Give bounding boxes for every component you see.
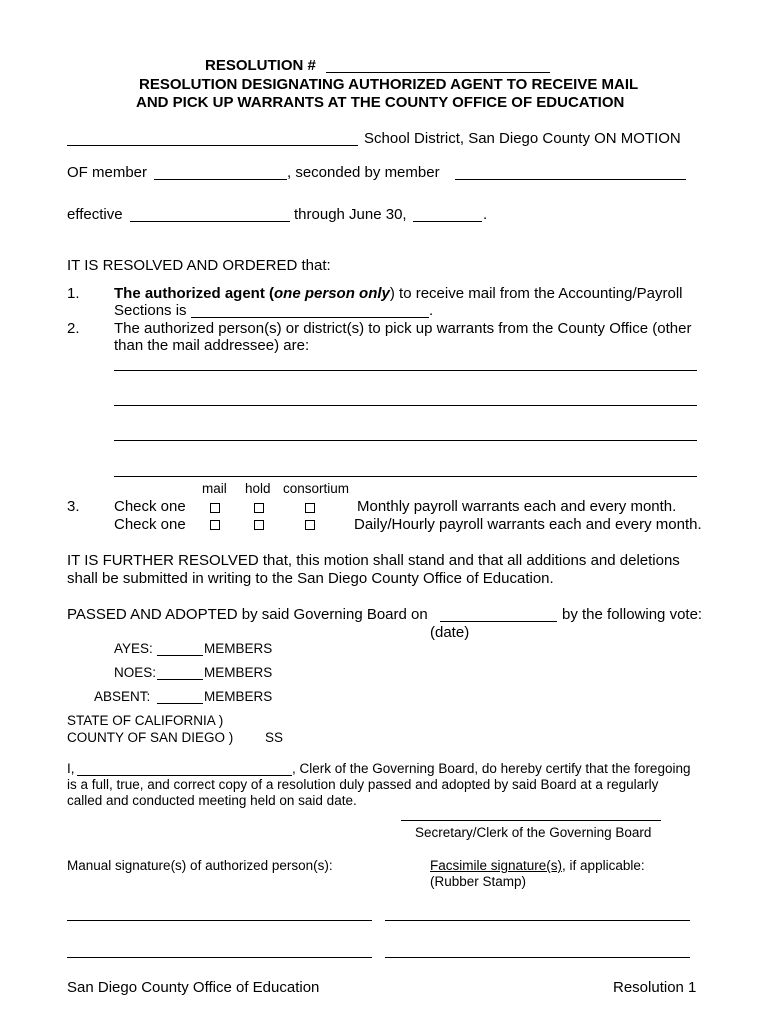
monthly-description: Monthly payroll warrants each and every month. (357, 498, 677, 515)
item-1-period: . (429, 302, 434, 319)
manual-signature-field-1[interactable] (67, 920, 372, 921)
item-1-number: 1. (67, 285, 80, 302)
clerk-label: Secretary/Clerk of the Governing Board (415, 825, 652, 840)
passed-text: PASSED AND ADOPTED by said Governing Board on (67, 606, 428, 623)
ss-label: SS (265, 730, 284, 745)
absent-members: MEMBERS (204, 689, 273, 704)
daily-description: Daily/Hourly payroll warrants each and every month. (354, 516, 702, 533)
certify-i-label: I, (67, 761, 75, 776)
mail-checkbox-daily[interactable] (210, 520, 220, 530)
certify-line-3: called and conducted meeting held on said date. (67, 793, 357, 808)
col-hold: hold (245, 481, 271, 496)
absent-label: ABSENT: (94, 689, 151, 704)
date-caption: (date) (430, 624, 470, 641)
certify-line-2: is a full, true, and correct copy of a resolution duly passed and adopted by said Board at a regularly (67, 777, 659, 792)
title-line-1: RESOLUTION DESIGNATING AUTHORIZED AGENT TO RECEIVE MAIL (139, 76, 639, 93)
further-line-2: shall be submitted in writing to the San Diego County Office of Education. (67, 570, 554, 587)
consortium-checkbox-monthly[interactable] (305, 503, 315, 513)
clerk-signature-field[interactable] (401, 820, 661, 821)
facsimile-suffix: , if applicable: (562, 858, 645, 873)
ayes-field[interactable] (157, 655, 203, 656)
year-field[interactable] (413, 221, 482, 222)
through-label: through June 30, (294, 206, 407, 223)
check-one-label-1: Check one (114, 498, 186, 515)
state-line: STATE OF CALIFORNIA ) (67, 713, 224, 728)
effective-date-field[interactable] (130, 221, 290, 222)
absent-field[interactable] (157, 703, 203, 704)
item-1-line-1 (114, 285, 683, 302)
facsimile-signature-text: Facsimile signature(s) (430, 858, 563, 873)
of-member-field[interactable] (154, 179, 287, 180)
manual-signature-field-2[interactable] (67, 957, 372, 958)
of-member-label: OF member (67, 164, 148, 181)
effective-label: effective (67, 206, 123, 223)
rubber-stamp-label: (Rubber Stamp) (430, 874, 527, 889)
seconded-label: , seconded by member (287, 164, 440, 181)
seconded-member-field[interactable] (455, 179, 686, 180)
ayes-members: MEMBERS (204, 641, 273, 656)
item-3-number: 3. (67, 498, 80, 515)
authorized-person-field-3[interactable] (114, 440, 697, 441)
certify-line-1: , Clerk of the Governing Board, do hereby certify that the foregoing (292, 761, 691, 776)
resolution-number-label: RESOLUTION # (205, 57, 316, 74)
county-line: COUNTY OF SAN DIEGO ) (67, 730, 234, 745)
title-line-2: AND PICK UP WARRANTS AT THE COUNTY OFFICE OF EDUCATION (136, 94, 625, 111)
adopted-date-field[interactable] (440, 621, 557, 622)
item-1-pre: The authorized agent ( (114, 285, 275, 302)
mail-checkbox-monthly[interactable] (210, 503, 220, 513)
hold-checkbox-daily[interactable] (254, 520, 264, 530)
authorized-person-field-2[interactable] (114, 405, 697, 406)
consortium-checkbox-daily[interactable] (305, 520, 315, 530)
item-2-line-1: The authorized person(s) or district(s) to pick up warrants from the County Office (other (114, 320, 692, 337)
footer-page: Resolution 1 (613, 979, 697, 996)
item-1-line-2: Sections is (114, 302, 187, 319)
item-1-post: ) to receive mail from the Accounting/Payroll (389, 285, 683, 302)
noes-field[interactable] (157, 679, 203, 680)
agent-name-field[interactable] (191, 317, 429, 318)
item-1-emphasis: one person only (274, 285, 390, 302)
resolved-heading: IT IS RESOLVED AND ORDERED that: (67, 257, 331, 274)
col-mail: mail (202, 481, 227, 496)
check-one-label-2: Check one (114, 516, 186, 533)
facsimile-signature-field-1[interactable] (385, 920, 690, 921)
manual-signature-label: Manual signature(s) of authorized person(s): (67, 858, 333, 873)
footer-org: San Diego County Office of Education (67, 979, 320, 996)
col-consortium: consortium (283, 481, 350, 496)
clerk-name-field[interactable] (77, 775, 292, 776)
authorized-person-field-4[interactable] (114, 476, 697, 477)
vote-text: by the following vote: (562, 606, 703, 623)
facsimile-label (430, 858, 645, 874)
noes-label: NOES: (114, 665, 157, 680)
further-line-1: IT IS FURTHER RESOLVED that, this motion shall stand and that all additions and deletions (67, 552, 680, 569)
item-2-number: 2. (67, 320, 80, 337)
authorized-person-field-1[interactable] (114, 370, 697, 371)
district-text: School District, San Diego County ON MOTION (364, 130, 681, 147)
ayes-label: AYES: (114, 641, 153, 656)
period: . (483, 206, 488, 223)
school-district-field[interactable] (67, 145, 358, 146)
noes-members: MEMBERS (204, 665, 273, 680)
resolution-number-field[interactable] (326, 72, 550, 73)
hold-checkbox-monthly[interactable] (254, 503, 264, 513)
facsimile-signature-field-2[interactable] (385, 957, 690, 958)
item-2-line-2: than the mail addressee) are: (114, 337, 310, 354)
